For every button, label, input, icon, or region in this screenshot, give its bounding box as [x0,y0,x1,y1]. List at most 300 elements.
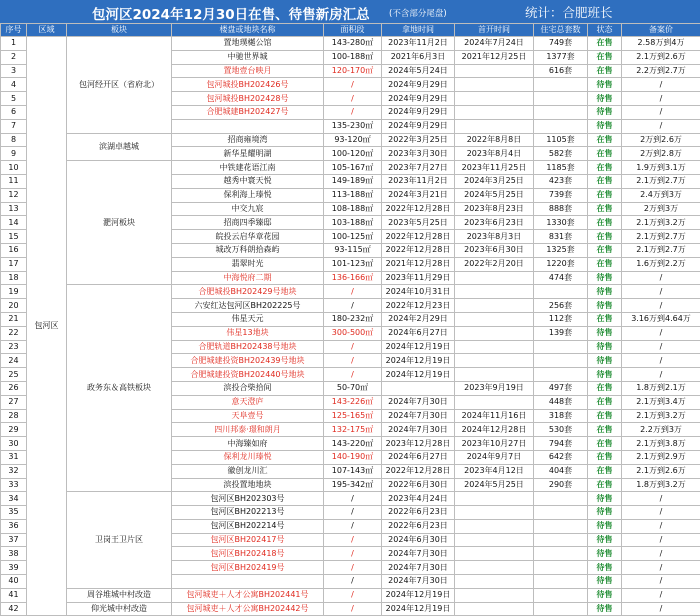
table-cell [455,575,534,589]
table-cell: 180-232㎡ [324,312,382,326]
table-cell: 1.9万到3.1万 [622,161,700,175]
table-cell: 保利龙川瑧悦 [172,450,324,464]
table-cell: 1185套 [534,161,588,175]
table-cell: / [622,78,700,92]
table-cell [455,271,534,285]
status-badge: 在售 [588,50,622,64]
table-cell: 112套 [534,312,588,326]
table-cell: 四川邦泰·璟和朗月 [172,423,324,437]
table-cell: 中海臻如府 [172,437,324,451]
status-badge: 在售 [588,450,622,464]
table-cell: / [324,506,382,520]
table-cell: 2万到2.6万 [622,133,700,147]
status-badge: 待售 [588,285,622,299]
table-cell: / [622,602,700,616]
status-badge: 待售 [588,92,622,106]
table-cell [534,368,588,382]
table-cell: 39 [1,561,27,575]
table-cell: 2022年3月25日 [382,133,455,147]
table-cell: 包河区BH202303号 [172,492,324,506]
table-cell: 143-280㎡ [324,37,382,51]
status-badge: 在售 [588,478,622,492]
table-cell [455,299,534,313]
table-cell: 中海悦府二期 [172,271,324,285]
status-badge: 在售 [588,257,622,271]
table-cell: 888套 [534,202,588,216]
table-cell: 42 [1,602,27,616]
table-cell: 37 [1,533,27,547]
status-badge: 在售 [588,423,622,437]
status-badge: 待售 [588,533,622,547]
status-badge: 待售 [588,492,622,506]
table-cell [455,588,534,602]
table-cell: 140-190㎡ [324,450,382,464]
table-cell: 132-175㎡ [324,423,382,437]
table-cell: 2024年9月29日 [382,92,455,106]
column-header: 面积段 [324,24,382,37]
table-cell: 423套 [534,174,588,188]
table-cell: 2024年6月27日 [382,326,455,340]
district-cell: 包河经开区（省府北） [67,37,172,134]
table-cell: 113-188㎡ [324,188,382,202]
table-cell: 794套 [534,437,588,451]
table-cell: 合肥轨道BH202438号地块 [172,340,324,354]
table-cell: 125-165㎡ [324,409,382,423]
table-cell: 包河区BH202417号 [172,533,324,547]
table-cell: 2024年12月19日 [382,354,455,368]
table-cell: 17 [1,257,27,271]
page-subtitle: (不含部分尾盘) [389,7,447,19]
table-cell: 2023年9月19日 [455,381,534,395]
table-cell: 23 [1,340,27,354]
table-cell [534,105,588,119]
table-cell: / [622,533,700,547]
table-cell: 33 [1,478,27,492]
district-cell: 仰光城中村改造 [67,602,172,616]
table-cell: 2024年7月30日 [382,423,455,437]
status-badge: 在售 [588,395,622,409]
table-cell: 2024年9月29日 [382,119,455,133]
table-cell: 包河城吏＋人才公寓BH202442号 [172,602,324,616]
table-cell: / [622,105,700,119]
table-cell: / [324,602,382,616]
table-cell: 136-166㎡ [324,271,382,285]
table-cell: 合肥城投BH202429号地块 [172,285,324,299]
table-cell: 2024年9月7日 [455,450,534,464]
table-cell [455,119,534,133]
table-cell: 31 [1,450,27,464]
table-cell: 2021年12月25日 [455,50,534,64]
table-cell: 22 [1,326,27,340]
table-header [1,24,700,37]
column-header: 首开时间 [455,24,534,37]
table-cell: 20 [1,299,27,313]
table-cell [534,533,588,547]
table-cell: 包河城投BH202428号 [172,92,324,106]
table-cell: 2022年12月28日 [382,243,455,257]
table-cell: 2.1万到3.4万 [622,395,700,409]
table-cell [455,395,534,409]
column-header: 区域 [27,24,67,37]
table-cell: 28 [1,409,27,423]
table-cell: 36 [1,519,27,533]
table-cell: 2024年7月30日 [382,575,455,589]
table-cell: 伟星天元 [172,312,324,326]
table-cell: 2万到2.8万 [622,147,700,161]
table-cell: 2022年8月8日 [455,133,534,147]
status-badge: 在售 [588,37,622,51]
table-cell [534,506,588,520]
table-cell: 2023年10月27日 [455,437,534,451]
table-cell: 2022年12月28日 [382,464,455,478]
table-cell: 2024年9月29日 [382,105,455,119]
status-badge: 待售 [588,271,622,285]
table-cell: 2024年12月19日 [382,602,455,616]
status-badge: 在售 [588,188,622,202]
table-cell: 包河区BH202419号 [172,561,324,575]
table-cell: 6 [1,105,27,119]
status-badge: 待售 [588,299,622,313]
listing-table [0,23,700,616]
table-cell [172,119,324,133]
table-cell: 195-342㎡ [324,478,382,492]
table-cell: 2024年7月30日 [382,395,455,409]
table-cell: 120-170㎡ [324,64,382,78]
table-cell [455,285,534,299]
status-badge: 在售 [588,230,622,244]
status-badge: 在售 [588,381,622,395]
table-cell: 18 [1,271,27,285]
table-cell: 2.1万到2.7万 [622,230,700,244]
table-cell: 318套 [534,409,588,423]
table-cell: 143-226㎡ [324,395,382,409]
table-cell: 置地璞樾公馆 [172,37,324,51]
table-cell: 2022年6月30日 [382,478,455,492]
table-row [1,161,700,175]
status-badge: 待售 [588,354,622,368]
table-cell: 2.4万到3万 [622,188,700,202]
district-cell: 淝河板块 [67,161,172,285]
table-cell: / [324,299,382,313]
table-cell: 101-123㎡ [324,257,382,271]
table-cell: 2024年6月30日 [382,533,455,547]
table-cell: 2 [1,50,27,64]
table-cell [534,354,588,368]
table-cell: 10 [1,161,27,175]
table-cell: / [324,340,382,354]
table-cell [455,492,534,506]
table-cell: 中交九宸 [172,202,324,216]
table-cell: 9 [1,147,27,161]
status-badge: 待售 [588,561,622,575]
table-cell: 2023年12月28日 [382,437,455,451]
table-cell: 2.1万到2.6万 [622,50,700,64]
region-cell: 包河区 [27,37,67,616]
table-cell: 300-500㎡ [324,326,382,340]
status-badge: 在售 [588,174,622,188]
table-cell: 包河城吏＋人才公寓BH202441号 [172,588,324,602]
table-cell [534,92,588,106]
status-badge: 在售 [588,147,622,161]
table-cell [534,602,588,616]
table-cell: 天阜壹号 [172,409,324,423]
table-cell: / [324,492,382,506]
table-cell [455,506,534,520]
table-cell: 2024年7月30日 [382,561,455,575]
table-cell: 2023年5月25日 [382,216,455,230]
table-cell: 24 [1,354,27,368]
status-badge: 在售 [588,216,622,230]
table-cell: 26 [1,381,27,395]
table-cell: 530套 [534,423,588,437]
table-cell: 1220套 [534,257,588,271]
table-cell: 翡翠时光 [172,257,324,271]
status-badge: 待售 [588,588,622,602]
table-cell: 包河城投BH202426号 [172,78,324,92]
table-cell [534,547,588,561]
table-cell: 2023年8月4日 [455,147,534,161]
table-cell: 城改万科朗拾森屿 [172,243,324,257]
table-cell: 置地壹台映月 [172,64,324,78]
table-cell: 93-120㎡ [324,133,382,147]
table-cell: 4 [1,78,27,92]
table-cell: 2024年12月28日 [455,423,534,437]
table-cell: 2023年11月25日 [455,161,534,175]
table-cell [382,381,455,395]
table-cell: 2.2万到2.7万 [622,64,700,78]
table-cell: 256套 [534,299,588,313]
table-cell: 103-188㎡ [324,216,382,230]
table-cell: / [622,575,700,589]
status-badge: 待售 [588,547,622,561]
column-header: 备案价 [622,24,700,37]
table-cell: 34 [1,492,27,506]
table-cell: 749套 [534,37,588,51]
table-cell: 2022年12月28日 [382,230,455,244]
table-cell: 保利海上瑧悦 [172,188,324,202]
table-cell: / [622,299,700,313]
table-cell: / [324,519,382,533]
table-cell: 2023年3月30日 [382,147,455,161]
table-cell: 2024年12月19日 [382,368,455,382]
table-cell: 1 [1,37,27,51]
table-cell: / [622,561,700,575]
table-body [1,37,700,616]
table-cell: 93-115㎡ [324,243,382,257]
table-cell: 1.6万到2.2万 [622,257,700,271]
table-cell: 108-188㎡ [324,202,382,216]
table-cell: 2.1万到3.2万 [622,409,700,423]
table-cell: 2万到3万 [622,202,700,216]
table-cell: 2.1万到2.6万 [622,464,700,478]
column-header: 楼盘或地块名称 [172,24,324,37]
table-cell [455,105,534,119]
table-cell: 滨投合柴拾间 [172,381,324,395]
table-cell [534,340,588,354]
table-cell: 皖投云启华章花园 [172,230,324,244]
title-bar [0,0,700,23]
table-cell: 11 [1,174,27,188]
table-cell: 2024年11月16日 [455,409,534,423]
table-cell: 143-220㎡ [324,437,382,451]
status-badge: 在售 [588,464,622,478]
table-cell: 2024年9月29日 [382,78,455,92]
table-cell: 616套 [534,64,588,78]
table-cell: 27 [1,395,27,409]
table-cell: 2022年6月23日 [382,519,455,533]
table-cell [455,354,534,368]
table-cell: 1.8万到3.2万 [622,478,700,492]
table-cell: 5 [1,92,27,106]
table-cell: / [324,533,382,547]
table-cell: 2023年11月2日 [382,174,455,188]
table-cell: 2024年3月25日 [455,174,534,188]
table-cell: 包河区BH202214号 [172,519,324,533]
table-cell: 149-189㎡ [324,174,382,188]
table-cell: 2022年12月23日 [382,299,455,313]
table-cell: 合肥城建BH202427号 [172,105,324,119]
table-cell: 14 [1,216,27,230]
table-cell: 2024年5月25日 [455,188,534,202]
table-cell [172,575,324,589]
table-cell: 15 [1,230,27,244]
table-cell: / [622,492,700,506]
table-cell: 739套 [534,188,588,202]
page-title: 包河区2024年12月30日在售、待售新房汇总 [92,3,370,23]
status-badge: 在售 [588,202,622,216]
table-cell [534,285,588,299]
table-cell: 35 [1,506,27,520]
table-cell: 合肥城建投资BH202439号地块 [172,354,324,368]
table-cell: 139套 [534,326,588,340]
table-cell: 徽创龙川汇 [172,464,324,478]
status-badge: 在售 [588,64,622,78]
table-cell: / [324,588,382,602]
table-cell: 642套 [534,450,588,464]
status-badge: 待售 [588,105,622,119]
table-cell: 六安红达包河区BH202225号 [172,299,324,313]
table-cell [455,340,534,354]
table-cell: 2022年2月20日 [455,257,534,271]
table-cell: 意天澄庐 [172,395,324,409]
table-cell: / [622,285,700,299]
table-cell: 2024年7月30日 [382,409,455,423]
table-cell: 2023年11月2日 [382,37,455,51]
table-cell: 伟星13地块 [172,326,324,340]
table-cell: 29 [1,423,27,437]
table-cell: 2023年7月27日 [382,161,455,175]
table-cell: / [324,92,382,106]
table-cell: / [622,326,700,340]
table-cell [455,64,534,78]
table-cell: 2021年6月3日 [382,50,455,64]
table-cell [455,92,534,106]
table-cell: 19 [1,285,27,299]
column-header: 序号 [1,24,27,37]
table-cell [534,492,588,506]
table-cell: / [622,119,700,133]
table-cell [455,326,534,340]
table-cell: 2023年8月3日 [455,230,534,244]
table-cell: 32 [1,464,27,478]
status-badge: 在售 [588,161,622,175]
table-row [1,133,700,147]
table-cell: 2024年7月30日 [382,547,455,561]
table-row [1,492,700,506]
table-cell: 3 [1,64,27,78]
table-cell: 831套 [534,230,588,244]
table-row [1,588,700,602]
table-cell: 16 [1,243,27,257]
table-cell: 41 [1,588,27,602]
table-cell: 2024年5月24日 [382,64,455,78]
table-cell: / [324,354,382,368]
table-cell: 中驰世界城 [172,50,324,64]
table-cell: 582套 [534,147,588,161]
table-cell: 滨投置地地块 [172,478,324,492]
table-cell: 1330套 [534,216,588,230]
status-badge: 待售 [588,519,622,533]
table-cell: 中铁建花语江南 [172,161,324,175]
status-badge: 在售 [588,409,622,423]
table-cell [455,78,534,92]
table-cell: 2024年12月19日 [382,340,455,354]
table-cell: 2022年12月28日 [382,202,455,216]
table-cell: 105-167㎡ [324,161,382,175]
table-cell: 2021年12月28日 [382,257,455,271]
table-cell: 2024年12月19日 [382,588,455,602]
table-cell: 2024年6月27日 [382,450,455,464]
table-cell: 2024年3月21日 [382,188,455,202]
table-cell: 100-125㎡ [324,230,382,244]
column-header: 板块 [67,24,172,37]
table-cell: 497套 [534,381,588,395]
table-cell: 2022年6月23日 [382,506,455,520]
table-cell: 1.8万到2.1万 [622,381,700,395]
table-cell: 越秀中寰天悦 [172,174,324,188]
table-cell: 新华星耀明湖 [172,147,324,161]
table-cell: 2024年2月29日 [382,312,455,326]
table-cell: 135-230㎡ [324,119,382,133]
table-cell: 38 [1,547,27,561]
column-header: 拿地时间 [382,24,455,37]
table-cell: / [622,547,700,561]
table-row [1,602,700,616]
table-cell: / [324,547,382,561]
table-cell [455,533,534,547]
table-cell: 30 [1,437,27,451]
table-cell: 107-143㎡ [324,464,382,478]
table-cell: / [324,78,382,92]
table-cell: / [622,354,700,368]
district-cell: 周谷堆城中村改造 [67,588,172,602]
table-cell [455,547,534,561]
table-cell: / [324,561,382,575]
table-cell: 合肥城建投资BH202440号地块 [172,368,324,382]
table-cell [534,575,588,589]
table-cell: / [324,368,382,382]
table-cell: 2023年11月29日 [382,271,455,285]
table-cell: 招商雍境湾 [172,133,324,147]
status-badge: 在售 [588,243,622,257]
table-cell [534,588,588,602]
table-cell: / [622,340,700,354]
table-cell [455,602,534,616]
status-badge: 待售 [588,119,622,133]
table-cell: 2.1万到2.7万 [622,174,700,188]
table-cell [455,368,534,382]
table-cell: 100-188㎡ [324,50,382,64]
